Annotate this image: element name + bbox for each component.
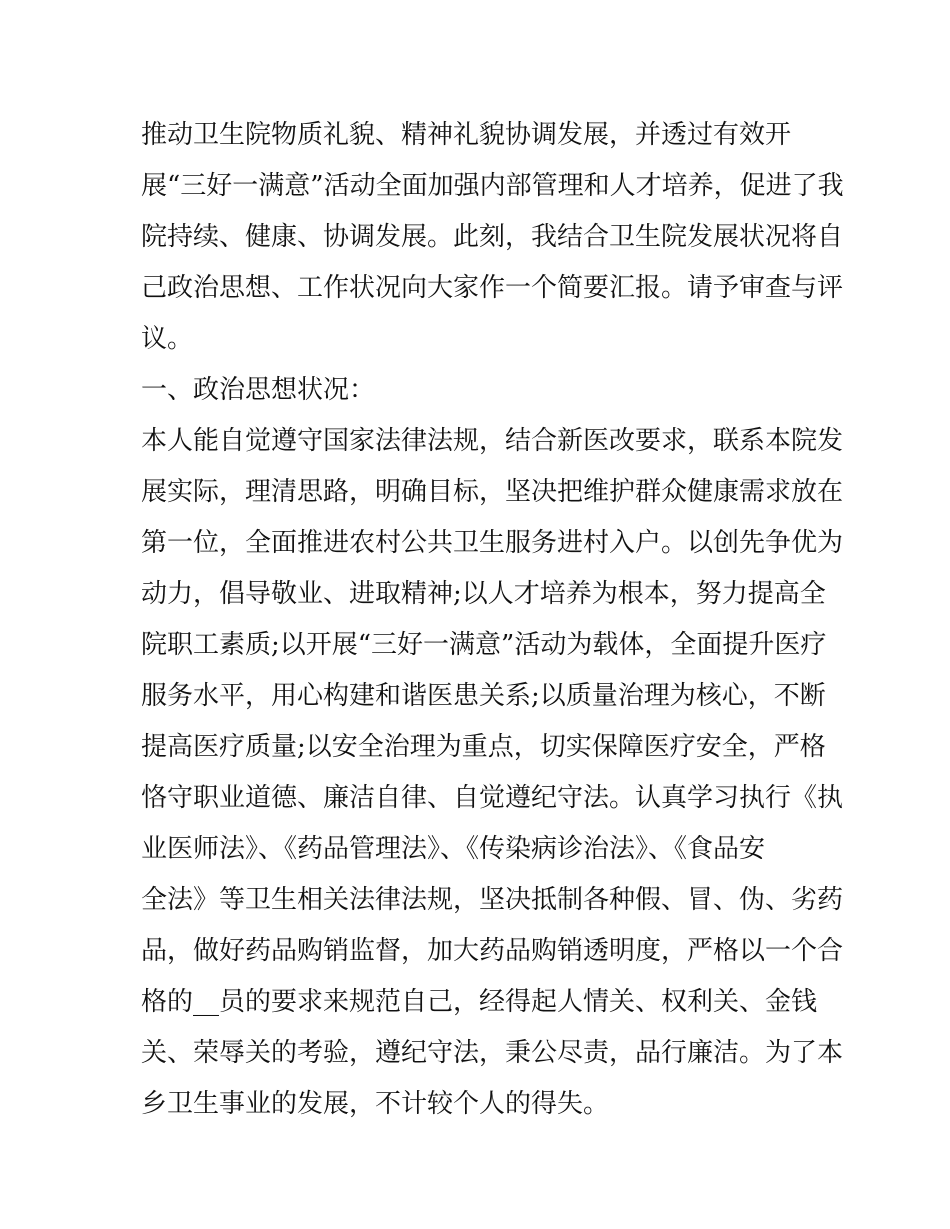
text-line: 全法》等卫生相关法律法规，坚决抵制各种假、冒、伪、劣药: [141, 885, 844, 915]
text-line: 议。: [141, 324, 194, 354]
section-heading: 一、政治思想状况：: [141, 375, 376, 405]
text-line: 己政治思想、工作状况向大家作一个简要汇报。请予审查与评: [141, 273, 844, 303]
text-line: 提高医疗质量;以安全治理为重点，切实保障医疗安全，严格: [141, 732, 826, 762]
text-line: 院持续、健康、协调发展。此刻，我结合卫生院发展状况将自: [141, 222, 844, 252]
text-line: 本人能自觉遵守国家法律法规，结合新医改要求，联系本院发: [141, 426, 844, 456]
text-line: 展实际，理清思路，明确目标，坚决把维护群众健康需求放在: [141, 477, 844, 507]
text-line: 推动卫生院物质礼貌、精神礼貌协调发展，并透过有效开: [141, 120, 792, 150]
text-line: 关、荣辱关的考验，遵纪守法，秉公尽责，品行廉洁。为了本: [141, 1038, 844, 1068]
text-line: 品，做好药品购销监督，加大药品购销透明度，严格以一个合: [141, 936, 844, 966]
text-line: 恪守职业道德、廉洁自律、自觉遵纪守法。认真学习执行《执: [141, 783, 844, 813]
body-text: [141, 110, 844, 1130]
text-line: 院职工素质;以开展“三好一满意”活动为载体，全面提升医疗: [141, 630, 827, 660]
text-line: 第一位，全面推进农村公共卫生服务进村入户。以创先争优为: [141, 528, 844, 558]
text-line: 服务水平，用心构建和谐医患关系;以质量治理为核心，不断: [141, 681, 826, 711]
text-line: 乡卫生事业的发展，不计较个人的得失。: [141, 1089, 610, 1119]
text-line: 展“三好一满意”活动全面加强内部管理和人才培养，促进了我: [141, 171, 844, 201]
text-line: 动力，倡导敬业、进取精神;以人才培养为根本，努力提高全: [141, 579, 826, 609]
text-line: 业医师法》、《药品管理法》、《传染病诊治法》、《食品安: [141, 834, 766, 864]
text-line: 格的__员的要求来规范自己，经得起人情关、权利关、金钱: [141, 987, 818, 1017]
